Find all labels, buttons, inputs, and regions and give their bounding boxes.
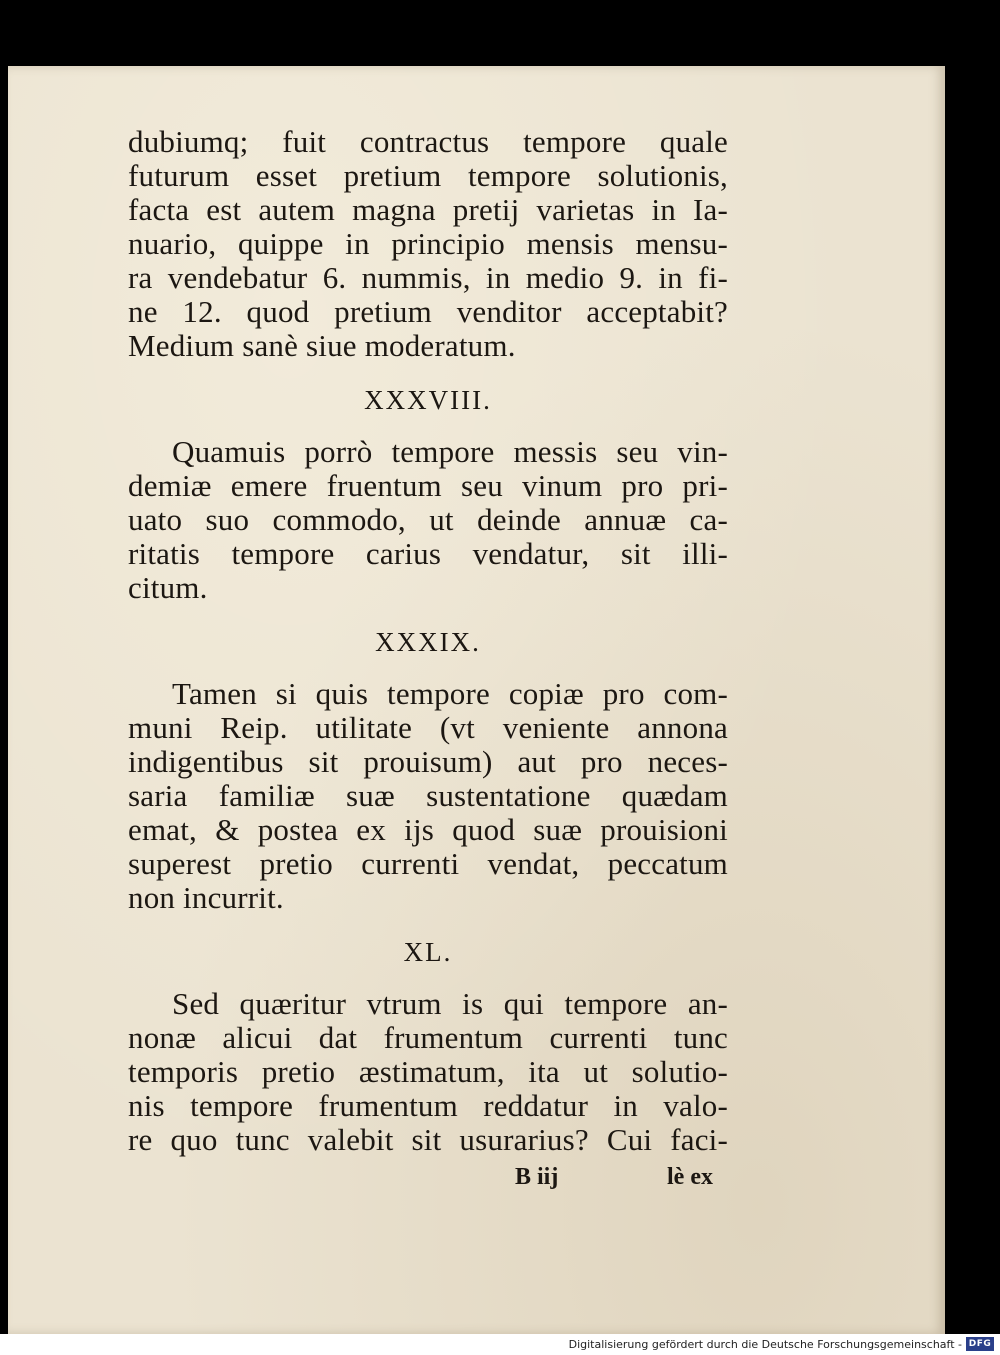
text-line: nonæ alicui dat frumentum currenti tunc [128,1020,728,1055]
text-line: Sed quæritur vtrum is qui tempore an- [172,986,728,1021]
text-line: temporis pretio æstimatum, ita ut solutio- [128,1054,728,1089]
text-line: uato suo commodo, ut deinde annuæ ca- [128,502,728,537]
paragraph-1 [128,125,728,363]
text-line: muni Reip. utilitate (vt veniente annona [128,710,728,745]
paragraph-2 [128,435,728,605]
dfg-logo: DFG [966,1337,994,1351]
catchword: lè ex [667,1164,713,1190]
text-line: re quo tunc valebit sit usurarius? Cui faci- [128,1122,728,1157]
text-line: indigentibus sit prouisum) aut pro neces- [128,744,728,779]
text-line: nuario, quippe in principio mensis mensu- [128,226,728,261]
signature-mark: B iij [515,1164,559,1190]
section-heading: XXXVIII. [364,385,492,415]
text-line: Tamen si quis tempore copiæ pro com- [172,676,728,711]
section-heading: XXXIX. [375,627,481,657]
text-line: nis tempore frumentum reddatur in valo- [128,1088,728,1123]
paragraph-4 [128,987,728,1157]
section-heading: XL. [403,937,453,967]
text-line: ra vendebatur 6. nummis, in medio 9. in fi- [128,260,728,295]
footer-bar [0,1334,1000,1355]
text-line: facta est autem magna pretij varietas in Ia- [128,192,728,227]
text-line: dubiumq; fuit contractus tempore quale [128,124,728,159]
text-line: superest pretio currenti vendat, peccatum [128,846,728,881]
text-line: non incurrit. [128,880,284,915]
funding-notice: Digitalisierung gefördert durch die Deutsche Forschungsgemeinschaft - [568,1338,962,1351]
page-text-block [128,125,728,1157]
text-line: ne 12. quod pretium venditor acceptabit? [128,294,728,329]
text-line: emat, & postea ex ijs quod suæ prouisioni [128,812,728,847]
text-line: demiæ emere fruentum seu vinum pro pri- [128,468,728,503]
text-line: citum. [128,570,208,605]
paragraph-3 [128,677,728,915]
text-line: Quamuis porrò tempore messis seu vin- [172,434,728,469]
text-line: ritatis tempore carius vendatur, sit illi- [128,536,728,571]
text-line: futurum esset pretium tempore solutionis, [128,158,728,193]
text-line: saria familiæ suæ sustentatione quædam [128,778,728,813]
text-line: Medium sanè siue moderatum. [128,328,516,363]
